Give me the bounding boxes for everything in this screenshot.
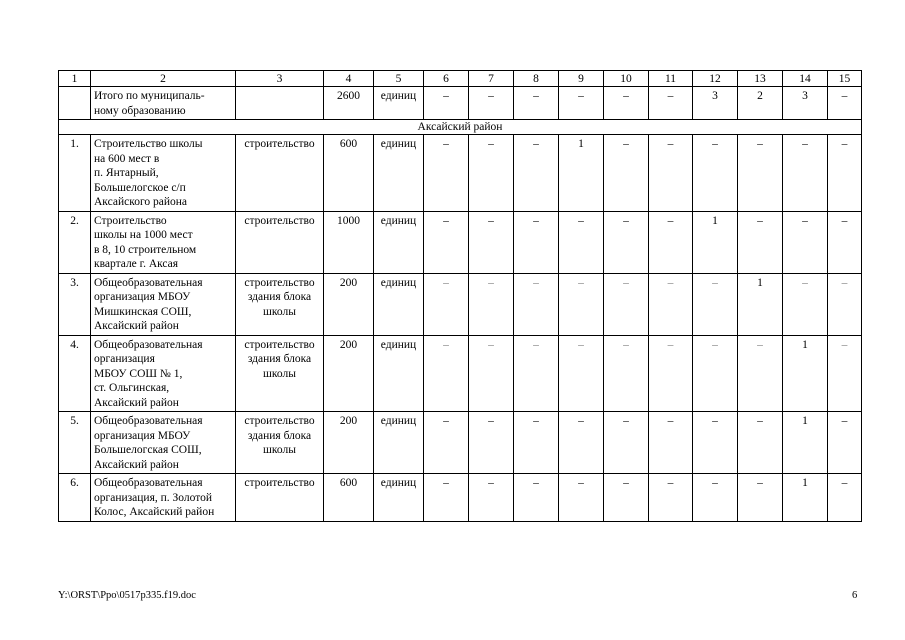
capacity-cell: 600 [324, 474, 374, 522]
object-name-cell: Общеобразовательная организация МБОУ Большелогская СОШ, Аксайский район [91, 412, 236, 474]
total-row [59, 87, 862, 120]
work-type-cell: строительство здания блока школы [236, 412, 324, 474]
footer-page-number: 6 [852, 590, 858, 601]
value-cell: – [469, 211, 514, 273]
value-cell: – [424, 87, 469, 120]
value-cell: – [828, 211, 862, 273]
value-cell: – [469, 335, 514, 412]
section-row [59, 120, 862, 135]
value-cell: – [783, 273, 828, 335]
value-cell: – [649, 412, 693, 474]
header-cell: 7 [469, 71, 514, 87]
value-cell: – [604, 474, 649, 522]
capacity-cell: 600 [324, 135, 374, 212]
capacity-cell: 1000 [324, 211, 374, 273]
section-title: Аксайский район [59, 120, 862, 135]
value-cell: 1 [783, 412, 828, 474]
footer-file-path: Y:\ORST\Ppo\0517p335.f19.doc [58, 590, 196, 601]
value-cell: – [649, 87, 693, 120]
work-type-cell: строительство [236, 211, 324, 273]
header-cell: 13 [738, 71, 783, 87]
value-cell: 1 [783, 335, 828, 412]
row-number-cell: 4. [59, 335, 91, 412]
data-table [58, 70, 862, 522]
value-cell: – [559, 87, 604, 120]
total-unit-cell: единиц [374, 87, 424, 120]
total-num-cell [59, 87, 91, 120]
header-cell: 14 [783, 71, 828, 87]
work-type-cell: строительство здания блока школы [236, 335, 324, 412]
header-row [59, 71, 862, 87]
value-cell: – [604, 273, 649, 335]
capacity-cell: 200 [324, 273, 374, 335]
value-cell: – [604, 87, 649, 120]
table-row [59, 412, 862, 474]
value-cell: – [469, 412, 514, 474]
value-cell: – [828, 135, 862, 212]
value-cell: – [604, 135, 649, 212]
value-cell: – [693, 273, 738, 335]
header-cell: 3 [236, 71, 324, 87]
value-cell: 1 [559, 135, 604, 212]
table-row [59, 135, 862, 212]
row-number-cell: 5. [59, 412, 91, 474]
table-body [59, 71, 862, 522]
value-cell: – [424, 412, 469, 474]
unit-cell: единиц [374, 335, 424, 412]
work-type-cell: строительство [236, 135, 324, 212]
row-number-cell: 2. [59, 211, 91, 273]
table-row [59, 273, 862, 335]
value-cell: 3 [693, 87, 738, 120]
value-cell: – [783, 211, 828, 273]
value-cell: – [514, 211, 559, 273]
table-row [59, 211, 862, 273]
value-cell: – [424, 135, 469, 212]
object-name-cell: Строительство школы на 600 мест в п. Янтарный, Большелогское с/п Аксайского района [91, 135, 236, 212]
table-row [59, 335, 862, 412]
unit-cell: единиц [374, 135, 424, 212]
object-name-cell: Общеобразовательная организация МБОУ Мишкинская СОШ, Аксайский район [91, 273, 236, 335]
value-cell: – [559, 474, 604, 522]
value-cell: – [693, 412, 738, 474]
value-cell: – [649, 474, 693, 522]
value-cell: 1 [738, 273, 783, 335]
value-cell: – [424, 273, 469, 335]
work-type-cell: строительство здания блока школы [236, 273, 324, 335]
header-cell: 15 [828, 71, 862, 87]
value-cell: – [828, 474, 862, 522]
value-cell: 1 [783, 474, 828, 522]
value-cell: – [604, 412, 649, 474]
value-cell: – [649, 335, 693, 412]
total-name-cell: Итого по муниципаль- ному образованию [91, 87, 236, 120]
table-row [59, 474, 862, 522]
value-cell: – [604, 211, 649, 273]
value-cell: – [469, 87, 514, 120]
value-cell: – [469, 273, 514, 335]
capacity-cell: 200 [324, 335, 374, 412]
value-cell: – [514, 412, 559, 474]
value-cell: – [559, 412, 604, 474]
header-cell: 5 [374, 71, 424, 87]
value-cell: – [693, 135, 738, 212]
value-cell: 3 [783, 87, 828, 120]
row-number-cell: 6. [59, 474, 91, 522]
work-type-cell: строительство [236, 474, 324, 522]
value-cell: – [783, 135, 828, 212]
value-cell: – [469, 474, 514, 522]
value-cell: – [649, 273, 693, 335]
value-cell: – [424, 211, 469, 273]
value-cell: – [559, 335, 604, 412]
value-cell: – [649, 135, 693, 212]
unit-cell: единиц [374, 211, 424, 273]
value-cell: – [738, 211, 783, 273]
value-cell: – [514, 87, 559, 120]
value-cell: – [828, 87, 862, 120]
header-cell: 6 [424, 71, 469, 87]
value-cell: – [738, 412, 783, 474]
value-cell: – [828, 335, 862, 412]
value-cell: – [738, 474, 783, 522]
value-cell: – [559, 211, 604, 273]
value-cell: 1 [693, 211, 738, 273]
total-capacity-cell: 2600 [324, 87, 374, 120]
header-cell: 8 [514, 71, 559, 87]
header-cell: 4 [324, 71, 374, 87]
value-cell: – [828, 412, 862, 474]
value-cell: – [604, 335, 649, 412]
header-cell: 9 [559, 71, 604, 87]
capacity-cell: 200 [324, 412, 374, 474]
header-cell: 2 [91, 71, 236, 87]
value-cell: – [828, 273, 862, 335]
object-name-cell: Строительство школы на 1000 мест в 8, 10 строительном квартале г. Аксая [91, 211, 236, 273]
object-name-cell: Общеобразовательная организация, п. Золотой Колос, Аксайский район [91, 474, 236, 522]
value-cell: – [514, 474, 559, 522]
unit-cell: единиц [374, 474, 424, 522]
row-number-cell: 1. [59, 135, 91, 212]
value-cell: – [649, 211, 693, 273]
header-cell: 1 [59, 71, 91, 87]
value-cell: – [469, 135, 514, 212]
object-name-cell: Общеобразовательная организация МБОУ СОШ № 1, ст. Ольгинская, Аксайский район [91, 335, 236, 412]
row-number-cell: 3. [59, 273, 91, 335]
value-cell: – [424, 474, 469, 522]
unit-cell: единиц [374, 273, 424, 335]
value-cell: – [424, 335, 469, 412]
value-cell: – [514, 135, 559, 212]
value-cell: – [514, 273, 559, 335]
value-cell: – [693, 474, 738, 522]
value-cell: 2 [738, 87, 783, 120]
value-cell: – [738, 135, 783, 212]
value-cell: – [693, 335, 738, 412]
value-cell: – [559, 273, 604, 335]
header-cell: 11 [649, 71, 693, 87]
value-cell: – [514, 335, 559, 412]
total-type-cell [236, 87, 324, 120]
header-cell: 12 [693, 71, 738, 87]
header-cell: 10 [604, 71, 649, 87]
value-cell: – [738, 335, 783, 412]
unit-cell: единиц [374, 412, 424, 474]
